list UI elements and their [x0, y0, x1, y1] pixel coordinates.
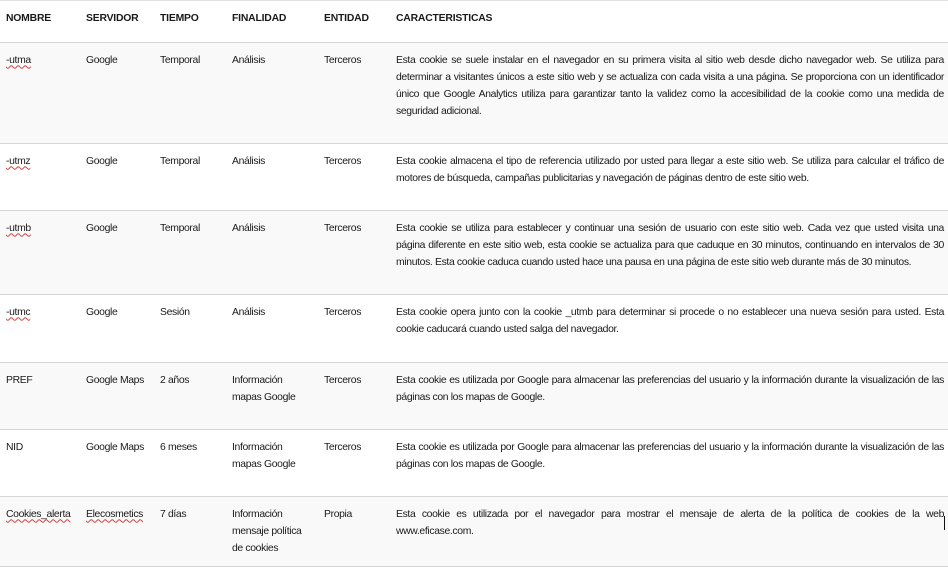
- cell-nombre: [0, 496, 80, 566]
- cell-entidad: Terceros: [318, 294, 390, 362]
- cell-servidor: Google Maps: [80, 429, 154, 496]
- cell-nombre: [0, 143, 80, 210]
- server-name: Elecosmetics: [86, 508, 144, 520]
- cell-descripcion: Esta cookie es utilizada por el navegador para mostrar el mensaje de alerta de la política de cookies de la web www.eficase.com.: [390, 496, 948, 566]
- cell-servidor: [80, 496, 154, 566]
- cell-tiempo: 2 años: [154, 362, 226, 429]
- cookie-name: -utmb: [6, 222, 31, 234]
- cell-entidad: Terceros: [318, 362, 390, 429]
- text-cursor: [944, 516, 945, 530]
- top-border: [0, 0, 948, 1]
- cell-tiempo: 7 días: [154, 496, 226, 566]
- cell-nombre: [0, 42, 80, 143]
- cell-finalidad: Información mapas Google: [226, 362, 318, 429]
- cell-nombre: [0, 210, 80, 294]
- cell-descripcion: Esta cookie se utiliza para establecer y continuar una sesión de usuario con este sitio web. Cada vez que usted visita una página diferente en este sitio web, esta cookie se actualiza para que caduque en 30 minutos, continuando en intervalos de 30 minutos. Esta cookie caduca cuando usted hace una pausa en una página de este sitio web durante más de 30 minutos.: [390, 210, 948, 294]
- cell-finalidad: Análisis: [226, 42, 318, 143]
- cell-nombre: [0, 294, 80, 362]
- cell-servidor: Google: [80, 294, 154, 362]
- cell-descripcion: Esta cookie almacena el tipo de referencia utilizado por usted para llegar a este sitio web. Se utiliza para calcular el tráfico de motores de búsqueda, campañas publicitarias y navegación de páginas dentro de este sitio web.: [390, 143, 948, 210]
- cookie-name: Cookies_alerta: [6, 508, 71, 520]
- cell-tiempo: Temporal: [154, 143, 226, 210]
- cell-tiempo: Sesión: [154, 294, 226, 362]
- cell-servidor: Google: [80, 42, 154, 143]
- header-caracteristicas: CARACTERISTICAS: [390, 0, 948, 42]
- cell-entidad: Terceros: [318, 210, 390, 294]
- cell-entidad: Terceros: [318, 143, 390, 210]
- cell-finalidad: Análisis: [226, 294, 318, 362]
- cell-tiempo: 6 meses: [154, 429, 226, 496]
- table-row: [0, 429, 948, 496]
- table-row: [0, 210, 948, 294]
- cell-descripcion: Esta cookie es utilizada por Google para almacenar las preferencias del usuario y la información durante la visualización de las páginas con los mapas de Google.: [390, 362, 948, 429]
- cookie-name: -utmc: [6, 306, 31, 318]
- header-nombre: NOMBRE: [0, 0, 80, 42]
- cookie-name: -utma: [6, 54, 31, 66]
- cell-entidad: Terceros: [318, 429, 390, 496]
- cell-descripcion: Esta cookie es utilizada por Google para almacenar las preferencias del usuario y la información durante la visualización de las páginas con los mapas de Google.: [390, 429, 948, 496]
- cell-servidor: Google: [80, 210, 154, 294]
- cell-servidor: Google: [80, 143, 154, 210]
- header-tiempo: TIEMPO: [154, 0, 226, 42]
- table-row: [0, 362, 948, 429]
- cell-nombre: NID: [0, 429, 80, 496]
- cell-descripcion: Esta cookie opera junto con la cookie _utmb para determinar si procede o no establecer una nueva sesión para usted. Esta cookie caducará cuando usted salga del navegador.: [390, 294, 948, 362]
- table-row: [0, 496, 948, 566]
- table-row: [0, 143, 948, 210]
- table-header-row: [0, 0, 948, 42]
- cell-finalidad: Información mapas Google: [226, 429, 318, 496]
- cell-servidor: Google Maps: [80, 362, 154, 429]
- cell-finalidad: Análisis: [226, 210, 318, 294]
- table-row: [0, 294, 948, 362]
- cell-nombre: PREF: [0, 362, 80, 429]
- cell-descripcion: Esta cookie se suele instalar en el navegador en su primera visita al sitio web desde dicho navegador web. Se utiliza para determinar a visitantes únicos a este sitio web y se actualiza con cada visita a una página. Se proporciona con un identificador único que Google Analytics utiliza para garantizar tanto la validez como la accesibilidad de la cookie como una medida de seguridad adicional.: [390, 42, 948, 143]
- header-entidad: ENTIDAD: [318, 0, 390, 42]
- cell-finalidad: Análisis: [226, 143, 318, 210]
- cell-finalidad: Información mensaje política de cookies: [226, 496, 318, 566]
- header-finalidad: FINALIDAD: [226, 0, 318, 42]
- table-row: [0, 42, 948, 143]
- cell-tiempo: Temporal: [154, 42, 226, 143]
- cell-tiempo: Temporal: [154, 210, 226, 294]
- cell-entidad: Terceros: [318, 42, 390, 143]
- cell-entidad: Propia: [318, 496, 390, 566]
- cookie-name: -utmz: [6, 155, 31, 167]
- header-servidor: SERVIDOR: [80, 0, 154, 42]
